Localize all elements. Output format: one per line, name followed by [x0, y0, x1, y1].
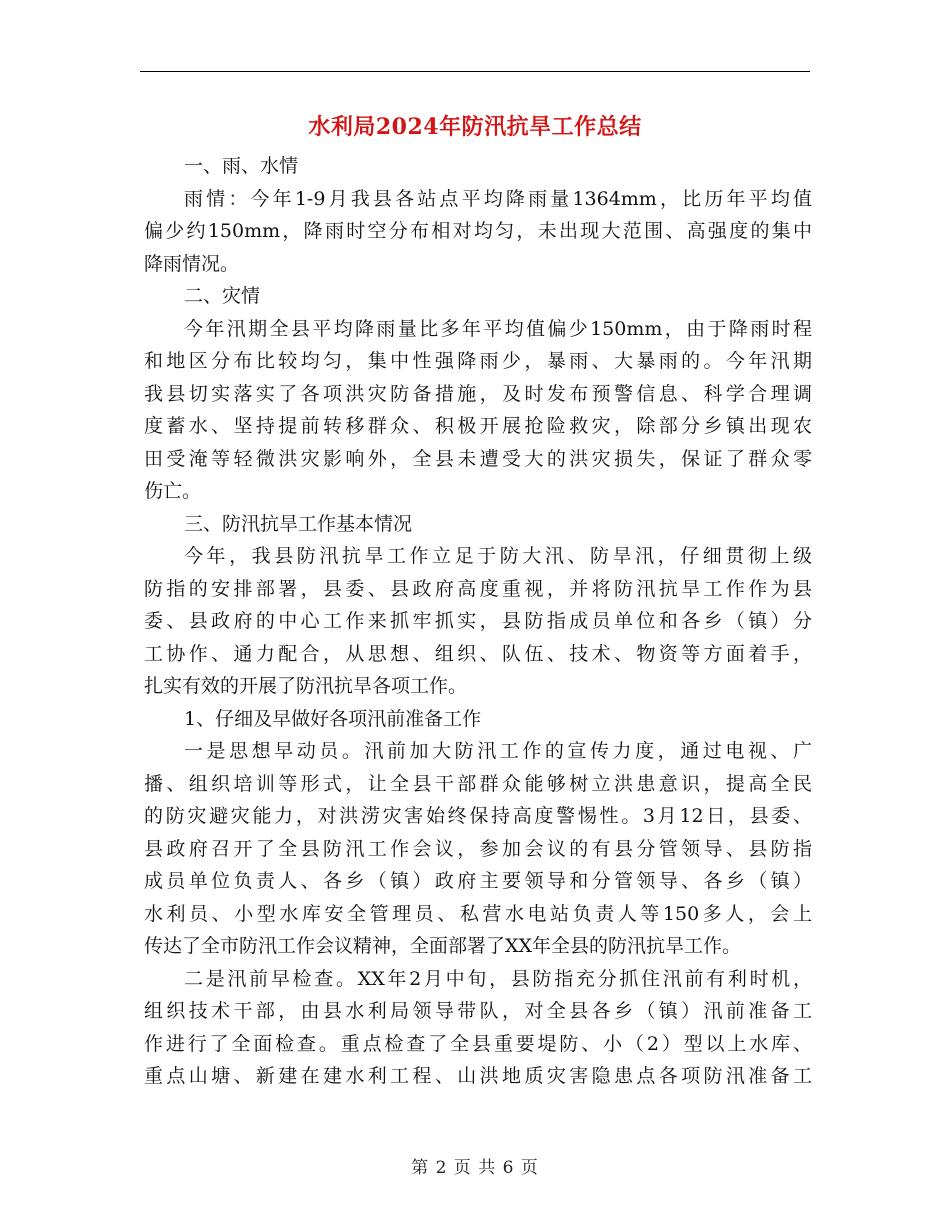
body-line: 县政府召开了全县防汛工作会议，参加会议的有县分管领导、县防指	[144, 837, 812, 860]
body-line: 二是汛前早检查。XX年2月中旬，县防指充分抓住汛前有利时机，	[184, 967, 812, 990]
body-line: 我县切实落实了各项洪灾防备措施，及时发布预警信息、科学合理调	[144, 382, 812, 405]
body-line: 一是思想早动员。汛前加大防汛工作的宣传力度，通过电视、广	[184, 740, 812, 762]
body-line: 田受淹等轻微洪灾影响外，全县未遭受大的洪灾损失，保证了群众零	[144, 447, 812, 470]
body-line: 扎实有效的开展了防汛抗旱各项工作。	[144, 675, 468, 697]
body-line: 今年，我县防汛抗旱工作立足于防大汛、防旱汛，仔细贯彻上级	[184, 545, 812, 567]
body-line: 偏少约150mm，降雨时空分布相对均匀，未出现大范围、高强度的集中	[144, 220, 812, 242]
body-line: 重点山塘、新建在建水利工程、山洪地质灾害隐患点各项防汛准备工	[144, 1065, 812, 1087]
body-line: 工协作、通力配合，从思想、组织、队伍、技术、物资等方面着手，	[144, 642, 812, 665]
body-line: 度蓄水、坚持提前转移群众、积极开展抢险救灾，除部分乡镇出现农	[144, 415, 812, 437]
body-line: 成员单位负责人、各乡（镇）政府主要领导和分管领导、各乡（镇）	[144, 870, 812, 892]
section-heading-3: 三、防汛抗旱工作基本情况	[184, 512, 413, 535]
subsection-heading-1: 1、仔细及早做好各项汛前准备工作	[184, 707, 482, 730]
section-heading-2: 二、灾情	[184, 285, 261, 307]
body-line: 的防灾避灾能力，对洪涝灾害始终保持高度警惕性。3月12日，县委、	[144, 805, 812, 827]
body-line: 委、县政府的中心工作来抓牢抓实，县防指成员单位和各乡（镇）分	[144, 610, 812, 632]
body-line: 雨情：今年1-9月我县各站点平均降雨量1364mm，比历年平均值	[184, 187, 812, 210]
document-title: 水利局2024年防汛抗旱工作总结	[308, 114, 642, 140]
body-line: 作进行了全面检查。重点检查了全县重要堤防、小（2）型以上水库、	[144, 1032, 812, 1055]
body-line: 降雨情况。	[144, 252, 240, 275]
body-line: 和地区分布比较均匀，集中性强降雨少，暴雨、大暴雨的。今年汛期	[144, 350, 812, 372]
body-line: 传达了全市防汛工作会议精神，全面部署了XX年全县的防汛抗旱工作。	[144, 935, 742, 957]
body-line: 伤亡。	[144, 480, 202, 502]
section-heading-1: 一、雨、水情	[184, 155, 299, 177]
body-line: 防指的安排部署，县委、县政府高度重视，并将防汛抗旱工作作为县	[144, 577, 812, 600]
document-body	[144, 150, 812, 1093]
body-line: 水利员、小型水库安全管理员、私营水电站负责人等150多人，会上	[144, 902, 812, 925]
body-line: 组织技术干部，由县水利局领导带队，对全县各乡（镇）汛前准备工	[144, 1000, 812, 1022]
body-line: 今年汛期全县平均降雨量比多年平均值偏少150mm，由于降雨时程	[184, 317, 812, 340]
page-number: 第 2 页 共 6 页	[411, 1158, 539, 1178]
body-line: 播、组织培训等形式，让全县干部群众能够树立洪患意识，提高全民	[144, 772, 812, 795]
header-rule	[140, 71, 810, 72]
